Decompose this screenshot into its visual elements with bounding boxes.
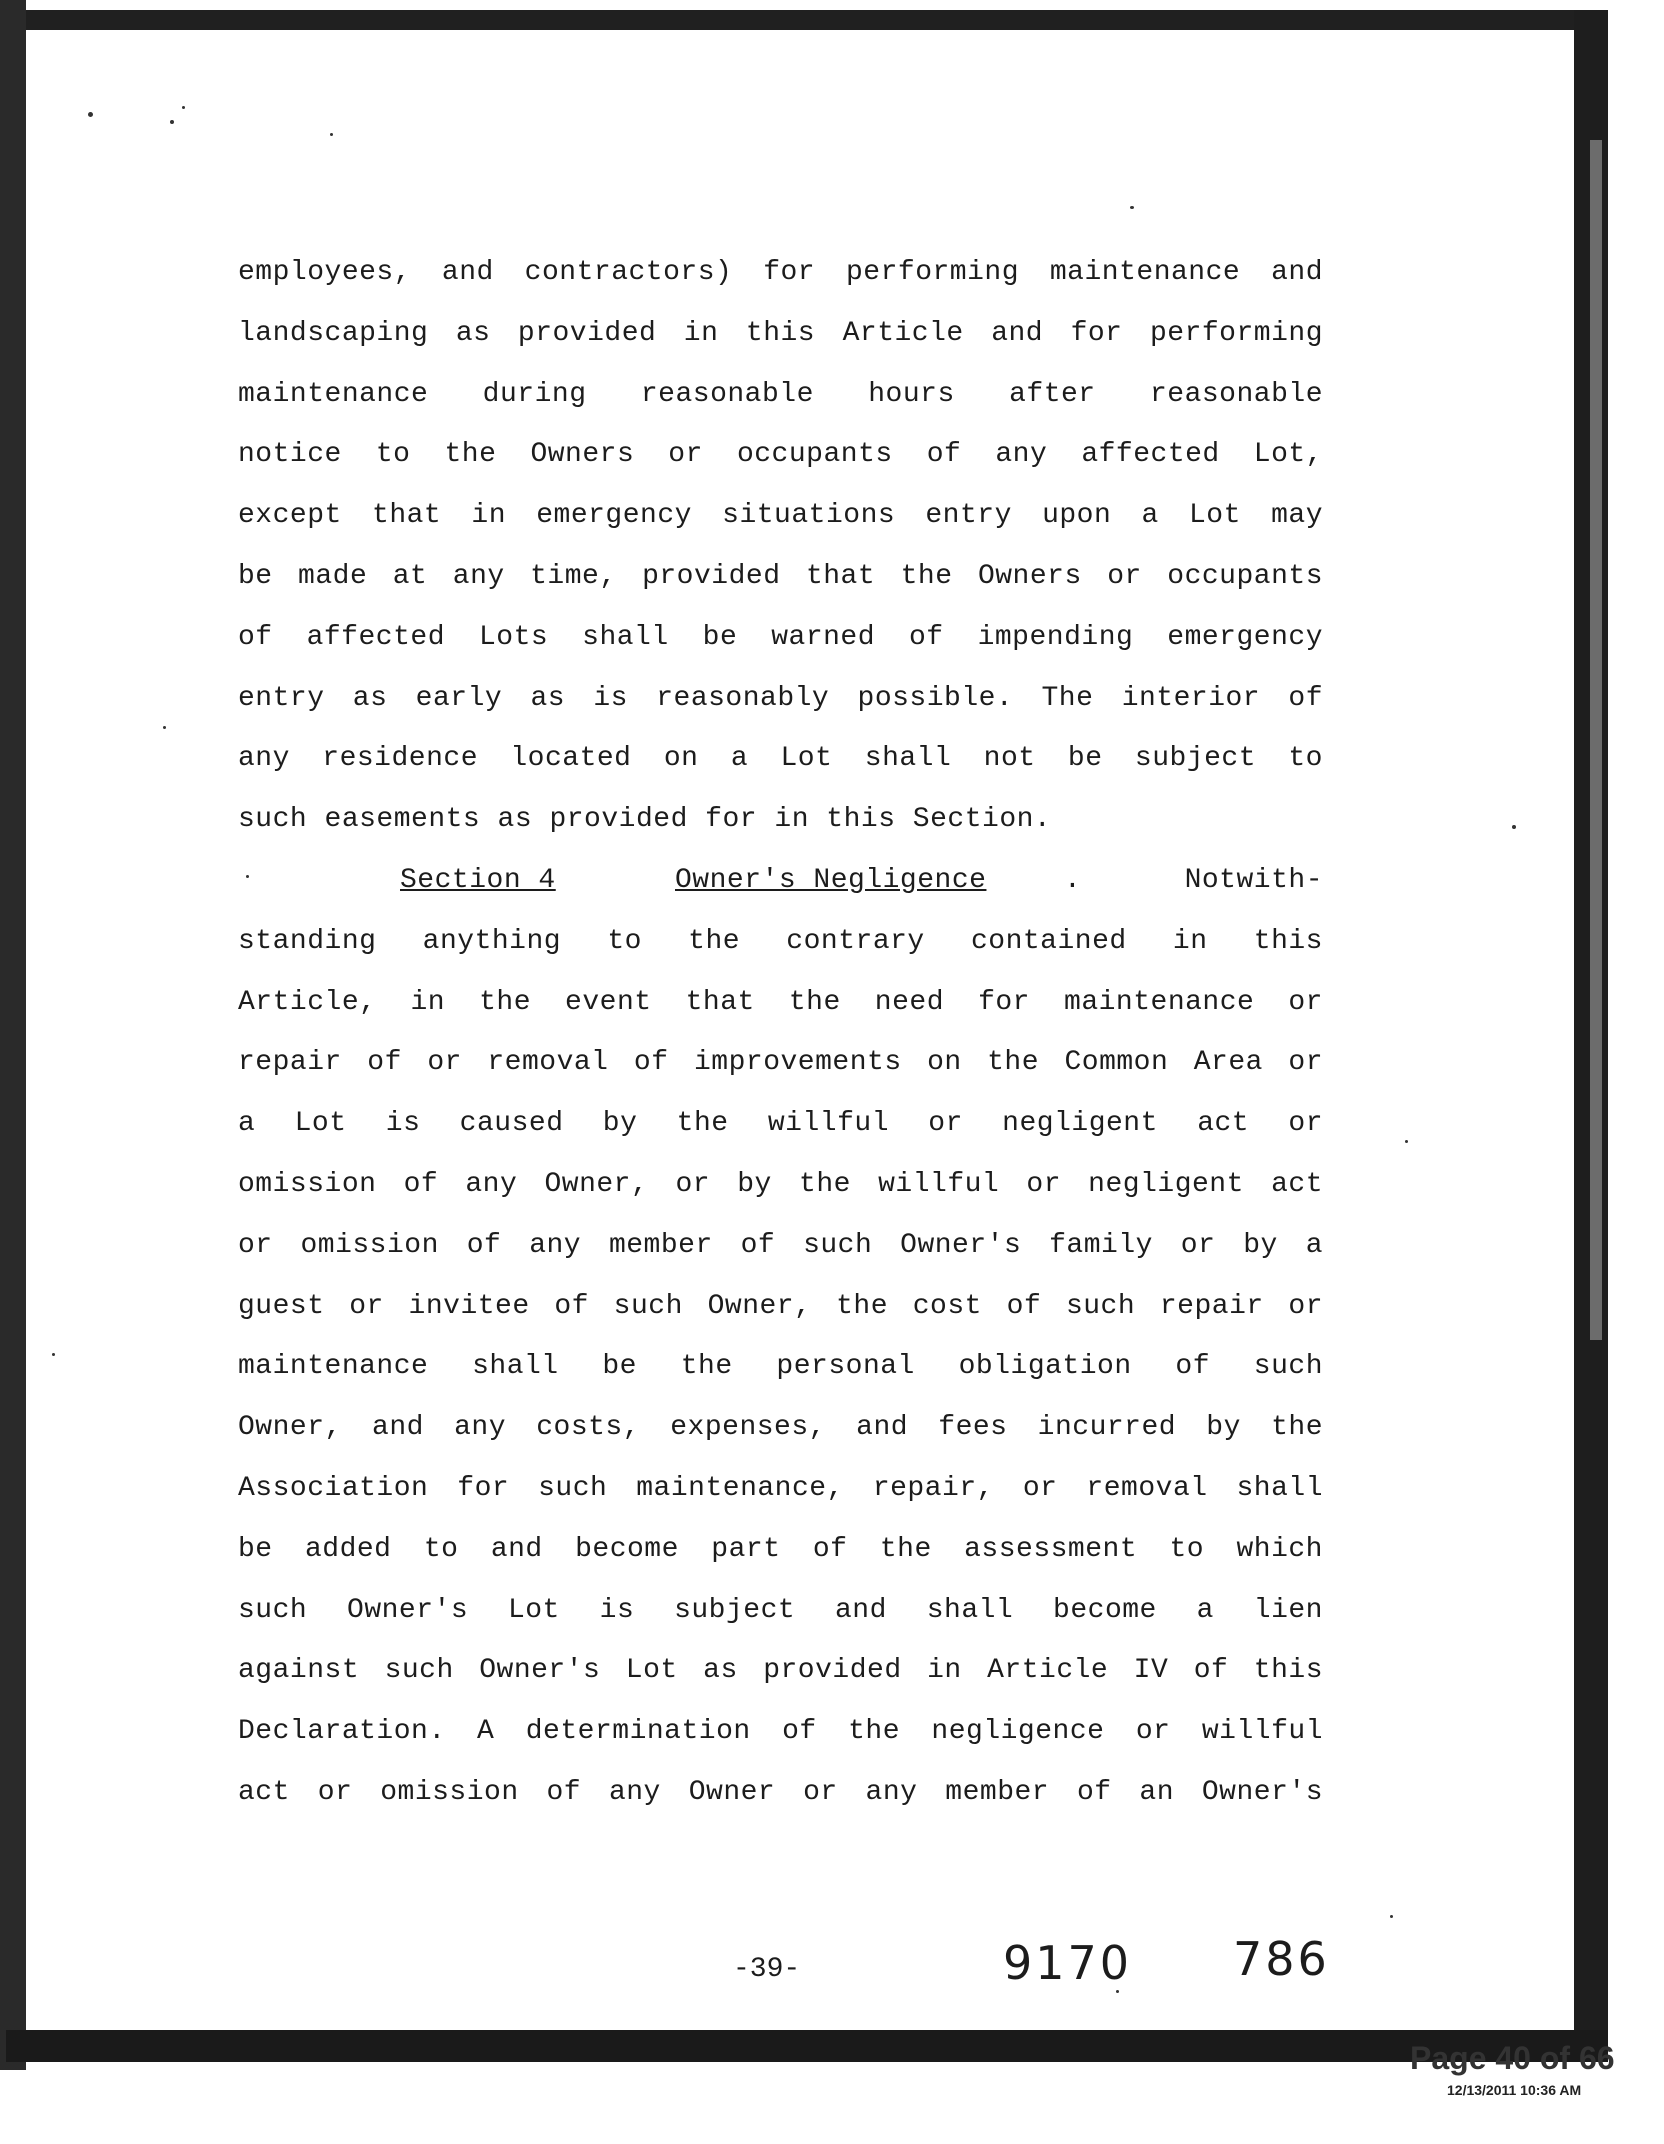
text-line: except that in emergency situations entry upon a Lot may (238, 500, 1323, 532)
text-line: Article, in the event that the need for maintenance or (238, 986, 1323, 1018)
scan-speck (170, 120, 174, 124)
scan-speck (1512, 825, 1516, 829)
stamp-page-of: Page 40 of 66 (1410, 2040, 1615, 2076)
scan-speck (1130, 206, 1134, 209)
text-line: employees, and contractors) for performing maintenance and (238, 257, 1323, 288)
text-line: be added to and become part of the assessment to which (238, 1533, 1323, 1565)
text-line: act or omission of any Owner or any member of an Owner's (238, 1776, 1323, 1808)
scan-speck (1116, 1990, 1119, 1993)
text-line: Owner, and any costs, expenses, and fees incurred by the (238, 1412, 1323, 1444)
text-line: maintenance during reasonable hours after reasonable (238, 378, 1323, 410)
text-line: Declaration. A determination of the negligence or willful (238, 1716, 1323, 1748)
scan-border-top (6, 10, 1606, 30)
scan-speck (1405, 1140, 1408, 1143)
scan-border-bottom (6, 2030, 1608, 2062)
scan-speck (88, 112, 93, 117)
text-line: landscaping as provided in this Article and for performing (238, 317, 1323, 349)
text-line: such easements as provided for in this Section. (238, 804, 1052, 836)
section-title-period: . (1064, 864, 1082, 896)
text-line: maintenance shall be the personal obligation of such (238, 1351, 1323, 1383)
scan-border-right-strip (1590, 140, 1602, 1340)
section-label: Section 4 (400, 864, 556, 896)
scan-speck (52, 1353, 55, 1356)
text-line: repair of or removal of improvements on the Common Area or (238, 1047, 1323, 1079)
scan-speck (1390, 1915, 1393, 1918)
scan-speck (330, 133, 333, 136)
scan-border-left (0, 0, 26, 2070)
text-line: entry as early as is reasonably possible. The interior of (238, 682, 1323, 714)
section-lead-in: Notwith- (1184, 864, 1323, 896)
text-line: standing anything to the contrary contained in this (238, 925, 1323, 957)
text-line: Association for such maintenance, repair, or removal shall (238, 1472, 1323, 1504)
text-line: of affected Lots shall be warned of impending emergency (238, 621, 1323, 653)
section-heading (238, 851, 1323, 912)
recording-book-number: 9170 (1003, 1936, 1133, 1990)
document-body (238, 243, 1323, 1824)
section-title: Owner's Negligence (675, 864, 987, 896)
text-line: such Owner's Lot is subject and shall become a lien (238, 1594, 1323, 1626)
scan-speck (163, 726, 166, 729)
footer-page-number: -39- (733, 1954, 801, 1985)
text-line: any residence located on a Lot shall not be subject to (238, 743, 1323, 775)
text-line: notice to the Owners or occupants of any affected Lot, (238, 439, 1323, 471)
text-line: guest or invitee of such Owner, the cost of such repair or (238, 1290, 1323, 1322)
recording-page-number: 786 (1233, 1932, 1330, 1986)
text-line: against such Owner's Lot as provided in Article IV of this (238, 1655, 1323, 1687)
text-line: be made at any time, provided that the Owners or occupants (238, 560, 1323, 592)
text-line: or omission of any member of such Owner's family or by a (238, 1229, 1323, 1261)
text-line: a Lot is caused by the willful or negligent act or (238, 1108, 1323, 1140)
stamp-datetime: 12/13/2011 10:36 AM (1447, 2082, 1582, 2098)
text-line: omission of any Owner, or by the willful or negligent act (238, 1168, 1323, 1200)
scan-speck (182, 106, 185, 109)
